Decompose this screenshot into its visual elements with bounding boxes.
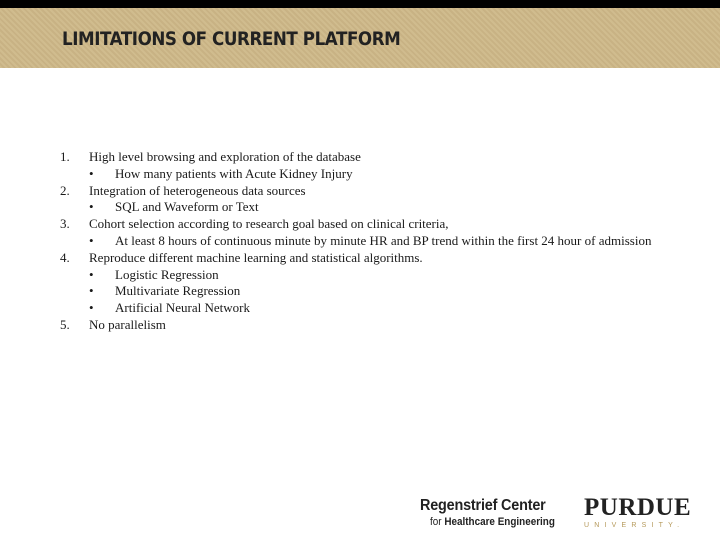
sub-item-text: Logistic Regression — [115, 266, 219, 282]
purdue-logo-word: PURDUE — [584, 494, 692, 521]
item-number: 1. — [60, 149, 70, 164]
sub-item-text: How many patients with Acute Kidney Injury — [115, 165, 353, 181]
purdue-logo-university: UNIVERSITY. — [584, 522, 685, 529]
list-item — [60, 183, 660, 217]
sub-item-text: Multivariate Regression — [115, 283, 241, 299]
regenstrief-logo-subtitle — [430, 515, 555, 529]
sub-item-text: At least 8 hours of continuous minute by minute HR and BP trend within the first 24 hour of admission — [115, 232, 652, 248]
item-number: 4. — [60, 249, 70, 265]
bullet-icon: • — [89, 283, 94, 299]
top-strip — [0, 0, 720, 8]
item-number: 3. — [60, 216, 70, 232]
bullet-icon: • — [89, 266, 94, 282]
regenstrief-logo — [420, 497, 569, 529]
item-number: 2. — [60, 182, 70, 198]
regenstrief-logo-emphasis: Healthcare Engineering — [444, 516, 555, 528]
bullet-icon: • — [89, 300, 94, 316]
sub-item — [89, 233, 660, 250]
sub-item — [89, 300, 660, 317]
item-text: Cohort selection according to research goal based on clinical criteria, — [89, 216, 449, 232]
list-item — [60, 250, 660, 317]
slide-content — [60, 149, 660, 334]
regenstrief-logo-title: Regenstrief Center — [420, 497, 546, 514]
regenstrief-logo-prefix: for — [430, 516, 442, 528]
item-text: Integration of heterogeneous data sources — [89, 182, 306, 198]
sub-item-text: SQL and Waveform or Text — [115, 199, 259, 215]
slide-title: LIMITATIONS OF CURRENT PLATFORM — [62, 28, 401, 50]
sub-item-text: Artificial Neural Network — [115, 300, 251, 316]
purdue-logo — [584, 495, 691, 531]
sub-item — [89, 283, 660, 300]
item-text: High level browsing and exploration of the database — [89, 149, 361, 164]
item-text: No parallelism — [89, 316, 166, 332]
sub-item — [89, 166, 660, 183]
header-band — [0, 8, 720, 68]
item-number: 5. — [60, 316, 70, 332]
bullet-icon: • — [89, 232, 94, 248]
list-item — [60, 216, 660, 250]
list-item — [60, 149, 660, 183]
sub-item — [89, 267, 660, 284]
item-text: Reproduce different machine learning and statistical algorithms. — [89, 249, 423, 265]
bullet-icon: • — [89, 165, 94, 181]
sub-item — [89, 199, 660, 216]
list-item — [60, 317, 660, 334]
bullet-icon: • — [89, 199, 94, 215]
